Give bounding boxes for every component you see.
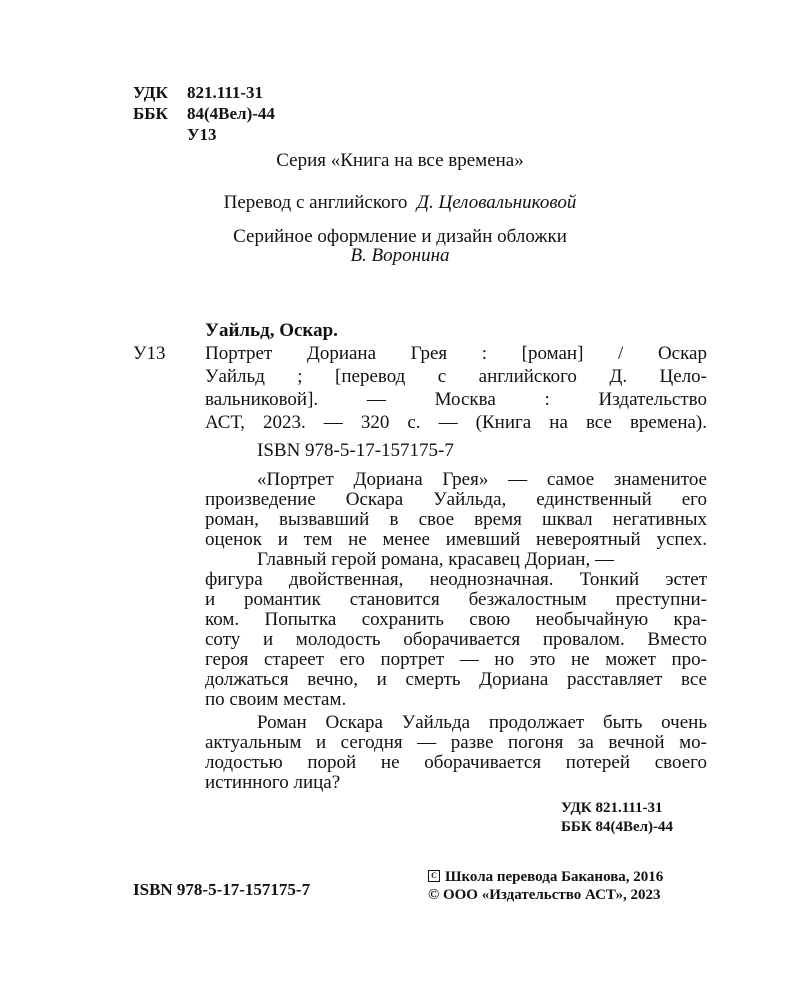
- annotation-line: лодостью порой не оборачивается потерей своего: [205, 752, 707, 773]
- annotation-line: фигура двойственная, неоднозначная. Тонкий эстет: [205, 569, 707, 590]
- annotation-line: ком. Попытка сохранить свою необычайную кра-: [205, 609, 707, 630]
- annotation-line: произведение Оскара Уайльда, единственный его: [205, 489, 707, 510]
- translator-name: Д. Целовальниковой: [416, 192, 577, 213]
- annotation-line: Роман Оскара Уайльда продолжает быть очень: [257, 712, 707, 733]
- author-mark-top: У13: [187, 125, 217, 144]
- annotation-line: по своим местам.: [205, 689, 347, 710]
- designer-name: В. Воронина: [350, 245, 450, 266]
- annotation-line: должаться вечно, и смерть Дориана расставляет все: [205, 669, 707, 690]
- series-title: Серия «Книга на все времена»: [276, 150, 524, 171]
- record-isbn: ISBN 978-5-17-157175-7: [257, 440, 454, 461]
- annotation-line: и романтик становится безжалостным преступни-: [205, 589, 707, 610]
- udk-label: УДК: [133, 83, 168, 102]
- record-line: Уайльд ; [перевод с английского Д. Цело-: [205, 366, 707, 387]
- annotation-line: истинного лица?: [205, 772, 341, 793]
- annotation-line: роман, вызвавший в свое время шквал негативных: [205, 509, 707, 530]
- record-line: Портрет Дориана Грея : [роман] / Оскар: [205, 343, 707, 364]
- design-line: Серийное оформление и дизайн обложки: [233, 226, 567, 247]
- bottom-bbk: ББК 84(4Вел)-44: [561, 819, 674, 835]
- annotation-line: соту и молодость оборачивается провалом. Вместо: [205, 629, 707, 650]
- annotation-line: героя стареет его портрет — но это не может про-: [205, 649, 707, 670]
- copyright-line-2: © ООО «Издательство АСТ», 2023: [428, 887, 661, 903]
- annotation-line: «Портрет Дориана Грея» — самое знаменитое: [257, 469, 707, 490]
- bbk-label: ББК: [133, 104, 168, 123]
- copyright-line-1: [428, 869, 663, 886]
- udk-value: 821.111-31: [187, 83, 264, 102]
- annotation-line: оценок и тем не менее имевший невероятный успех.: [205, 529, 707, 550]
- bottom-udk: УДК 821.111-31: [561, 800, 663, 816]
- annotation-line: актуальным и сегодня — разве погоня за вечной мо-: [205, 732, 707, 753]
- annotation-line: Главный герой романа, красавец Дориан, —: [257, 549, 614, 570]
- footer-isbn: ISBN 978-5-17-157175-7: [133, 880, 311, 899]
- translation-line: [0, 192, 800, 214]
- copyright-c-icon: С: [428, 870, 440, 882]
- bbk-value: 84(4Вел)-44: [187, 104, 275, 123]
- author-mark-record: У13: [133, 343, 166, 364]
- record-line: вальниковой]. — Москва : Издательство: [205, 389, 707, 410]
- copyright-text-1: Школа перевода Баканова, 2016: [445, 869, 664, 885]
- translation-prefix: Перевод с английского: [223, 192, 408, 213]
- record-line: АСТ, 2023. — 320 с. — (Книга на все времена).: [205, 412, 707, 433]
- author-heading: Уайльд, Оскар.: [205, 320, 338, 341]
